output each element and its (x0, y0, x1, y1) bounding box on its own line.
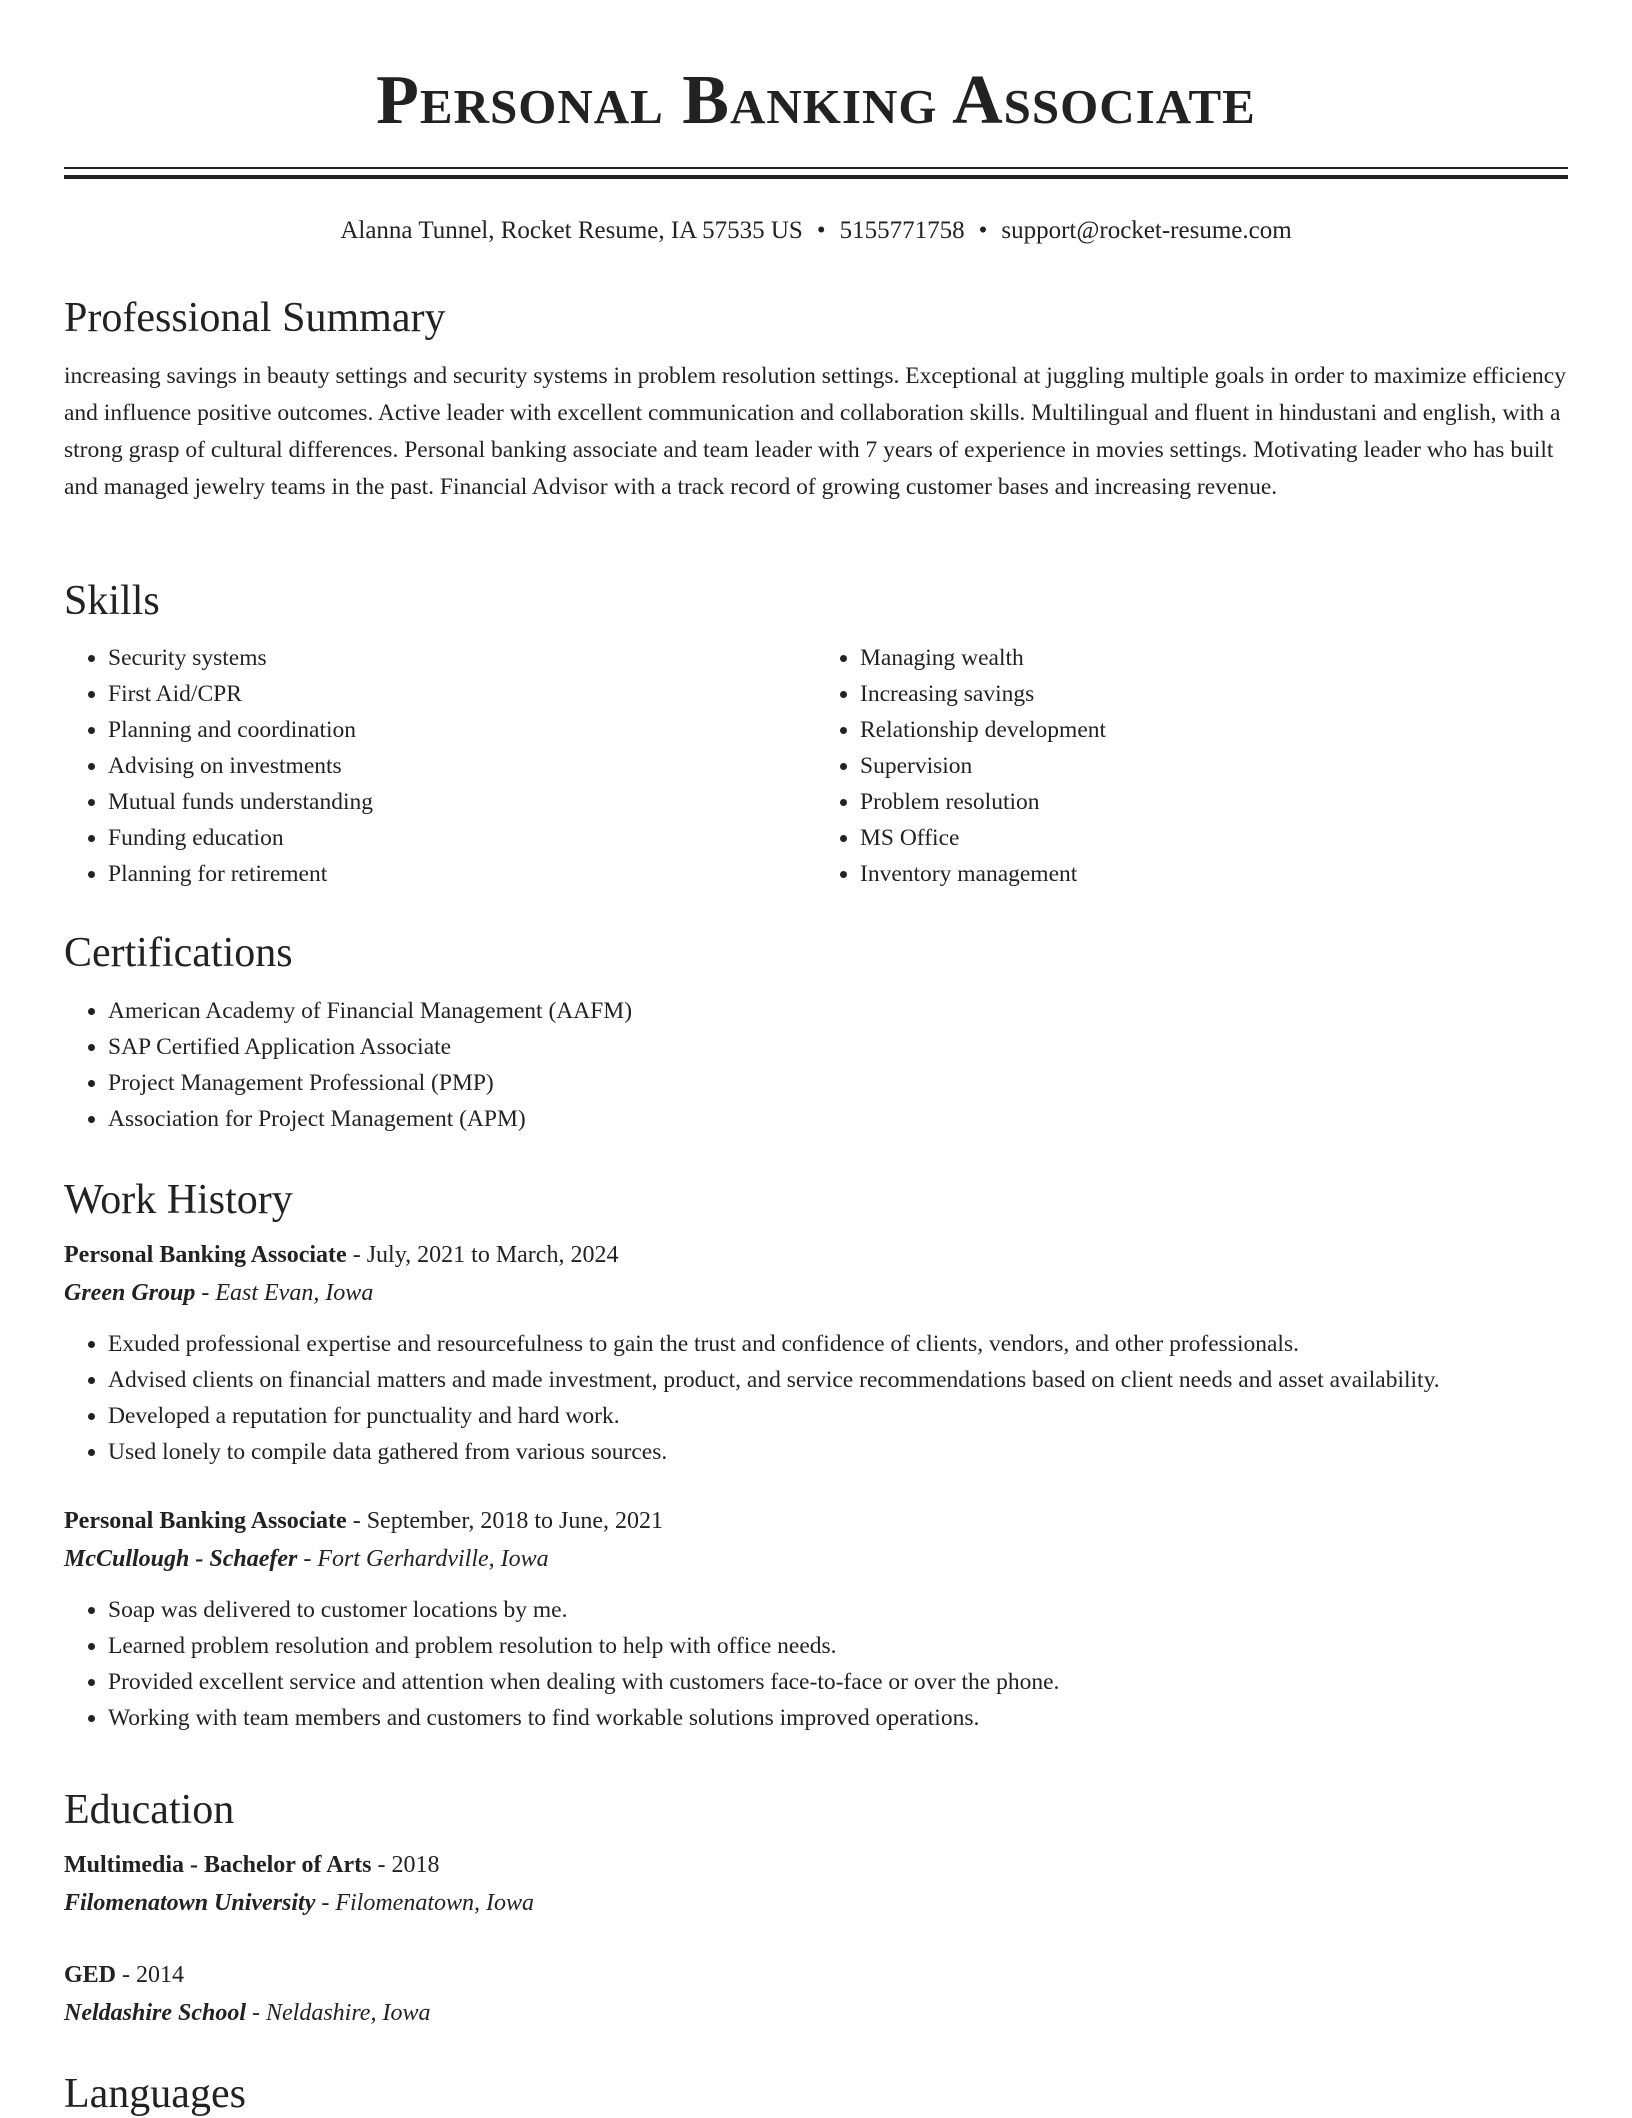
summary-text: increasing savings in beauty settings and security systems in problem resolution settings. Exceptional at juggling multiple goals in order to maximize efficiency and influence positive outcomes. Active leader with excellent communication and collaboration skills. Multilingual and fluent in hindustani and english, with a strong grasp of cultural differences. Personal banking associate and team leader with 7 years of experience in movies settings. Motivating leader who has built and managed jewelry teams in the past. Financial Advisor with a track record of growing customer bases and increasing revenue. (64, 363, 1566, 500)
job-role-line (64, 1502, 1568, 1540)
education-entry (64, 1956, 1568, 2032)
education-degree-line (64, 1846, 1568, 1884)
job-bullet: • Learned problem resolution and problem resolution to help with office needs. (108, 1628, 1568, 1664)
job-bullet: • Working with team members and customers to find workable solutions improved operations. (108, 1700, 1568, 1736)
certification-item: • SAP Certified Application Associate (108, 1029, 1568, 1065)
education-year: - 2014 (122, 1962, 185, 1988)
certification-item: • Project Management Professional (PMP) (108, 1065, 1568, 1101)
skill-item: • Funding education (108, 820, 816, 856)
certifications-section (64, 929, 1568, 1137)
education-heading: Education (64, 1787, 235, 1833)
education-degree-line (64, 1956, 1568, 1994)
skill-item: • Managing wealth (860, 640, 1568, 676)
education-school-line (64, 1994, 1568, 2032)
contact-separator: • (978, 217, 988, 244)
skill-item: • Planning and coordination (108, 712, 816, 748)
job-dates: - July, 2021 to March, 2024 (352, 1242, 619, 1268)
education-school-line (64, 1884, 1568, 1922)
certifications-heading: Certifications (64, 930, 293, 976)
education-school: Neldashire School (64, 2000, 247, 2026)
education-year: - 2018 (377, 1852, 440, 1878)
skill-item: • Security systems (108, 640, 816, 676)
skill-item: • MS Office (860, 820, 1568, 856)
skills-columns (64, 640, 1568, 892)
skill-item: • Relationship development (860, 712, 1568, 748)
job-location: - Fort Gerhardville, Iowa (303, 1546, 549, 1572)
job-bullet: • Advised clients on financial matters and made investment, product, and service recommendations based on client needs and asset availability. (108, 1362, 1568, 1398)
job-org-line (64, 1540, 1568, 1578)
job-location: - East Evan, Iowa (201, 1280, 374, 1306)
summary-section (64, 294, 1568, 506)
skills-section (64, 577, 1568, 892)
languages-heading: Languages (64, 2071, 246, 2117)
work-heading: Work History (64, 1177, 293, 1223)
job-org-line (64, 1274, 1568, 1312)
languages-section (64, 2070, 1568, 2118)
job-title: Personal Banking Associate (64, 1242, 347, 1268)
summary-heading: Professional Summary (64, 295, 446, 341)
skill-item: • Problem resolution (860, 784, 1568, 820)
education-degree: GED (64, 1962, 117, 1988)
skill-item: • Advising on investments (108, 748, 816, 784)
contact-line (0, 216, 1632, 246)
skills-list-right (816, 640, 1568, 892)
certification-item: • Association for Project Management (APM) (108, 1101, 1568, 1137)
job-company: Green Group (64, 1280, 196, 1306)
skill-item: • Mutual funds understanding (108, 784, 816, 820)
work-section (64, 1176, 1568, 1736)
job-role-line (64, 1236, 1568, 1274)
job-entry (64, 1236, 1568, 1470)
skill-item: • Increasing savings (860, 676, 1568, 712)
job-company: McCullough - Schaefer (64, 1546, 298, 1572)
job-bullet: • Provided excellent service and attention when dealing with customers face-to-face or over the phone. (108, 1664, 1568, 1700)
contact-address: Alanna Tunnel, Rocket Resume, IA 57535 US (340, 217, 803, 244)
title-rule-thin (64, 167, 1568, 169)
education-degree: Multimedia - Bachelor of Arts (64, 1852, 372, 1878)
job-title: Personal Banking Associate (64, 1508, 347, 1534)
job-bullets (64, 1326, 1568, 1470)
contact-email: support@rocket-resume.com (1001, 217, 1292, 244)
skill-item: • Inventory management (860, 856, 1568, 892)
education-section (64, 1786, 1568, 2032)
job-bullet: • Developed a reputation for punctuality and hard work. (108, 1398, 1568, 1434)
job-bullet: • Used lonely to compile data gathered from various sources. (108, 1434, 1568, 1470)
education-school: Filomenatown University (64, 1890, 316, 1916)
skill-item: • Supervision (860, 748, 1568, 784)
resume-title: Personal Banking Associate (376, 62, 1256, 139)
skills-list-left (64, 640, 816, 892)
education-location: - Neldashire, Iowa (252, 2000, 431, 2026)
skills-heading: Skills (64, 578, 160, 624)
contact-phone: 5155771758 (839, 217, 965, 244)
education-location: - Filomenatown, Iowa (321, 1890, 535, 1916)
certifications-list (64, 993, 1568, 1137)
job-bullet: • Soap was delivered to customer locations by me. (108, 1592, 1568, 1628)
job-bullet: • Exuded professional expertise and resourcefulness to gain the trust and confidence of clients, vendors, and other professionals. (108, 1326, 1568, 1362)
education-entry (64, 1846, 1568, 1922)
skill-item: • First Aid/CPR (108, 676, 816, 712)
title-rule-thick (64, 175, 1568, 179)
skill-item: • Planning for retirement (108, 856, 816, 892)
job-entry (64, 1502, 1568, 1736)
contact-separator: • (816, 217, 826, 244)
job-bullets (64, 1592, 1568, 1736)
job-dates: - September, 2018 to June, 2021 (352, 1508, 664, 1534)
certification-item: • American Academy of Financial Management (AAFM) (108, 993, 1568, 1029)
